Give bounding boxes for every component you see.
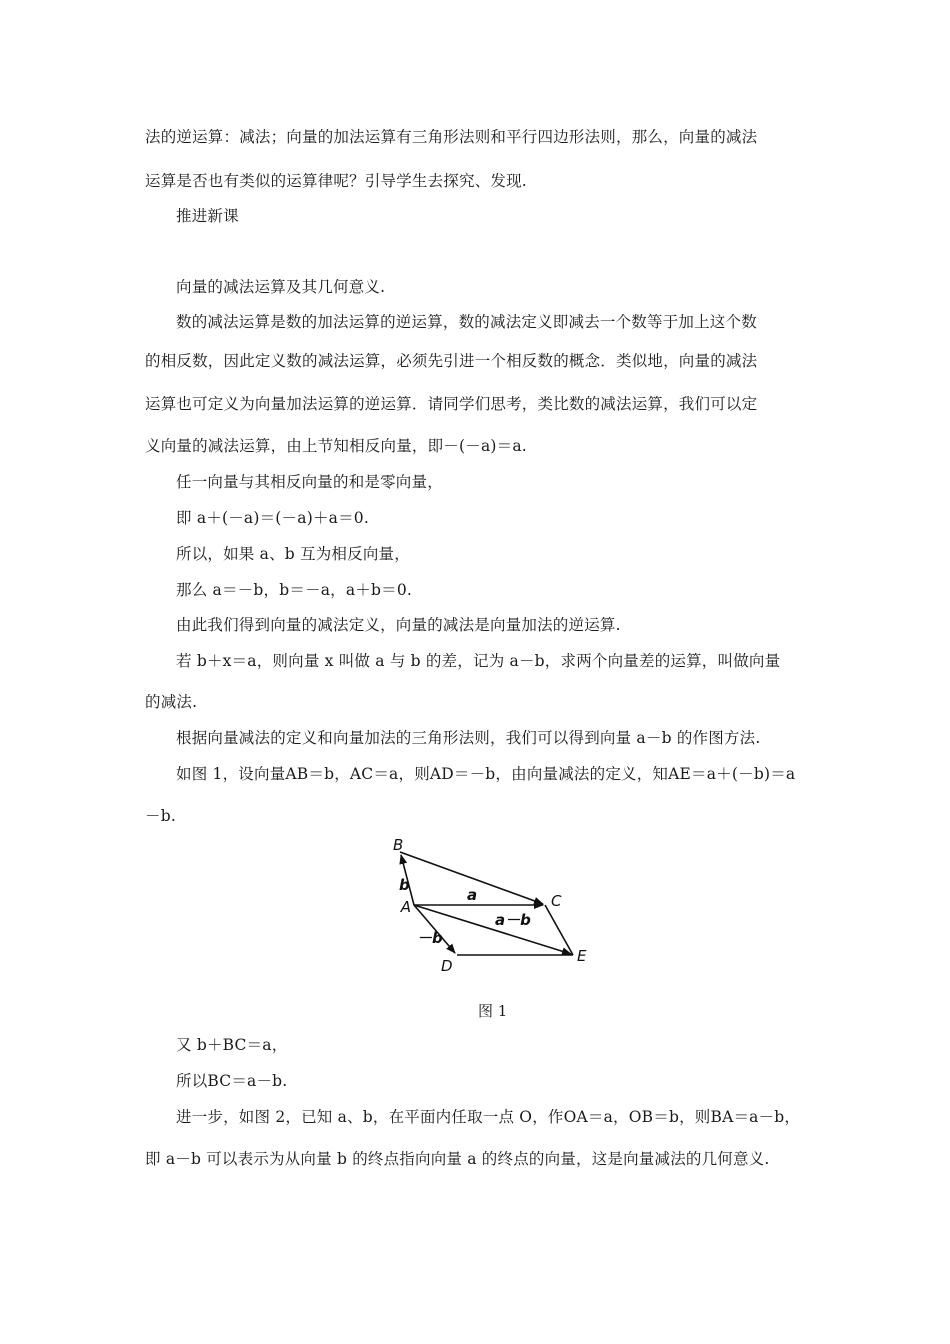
- paragraph-line: 数的减法运算是数的加法运算的逆运算，数的减法定义即减去一个数等于加上这个数: [176, 313, 757, 331]
- paragraph-line: 法的逆运算：减法；向量的加法运算有三角形法则和平行四边形法则，那么，向量的减法: [145, 128, 758, 146]
- paragraph-line: 即 a－b 可以表示为从向量 b 的终点指向向量 a 的终点的向量，这是向量减法的几何意义.: [145, 1150, 770, 1168]
- paragraph-line: 进一步，如图 2，已知 a、b，在平面内任取一点 O，作OA＝a，OB＝b，则BA＝a－b，: [176, 1108, 801, 1126]
- paragraph-line: 的相反数，因此定义数的减法运算，必须先引进一个相反数的概念．类似地，向量的减法: [145, 352, 758, 370]
- paragraph-line: 的减法.: [145, 693, 198, 711]
- paragraph-line: 运算是否也有类似的运算律呢？引导学生去探究、发现.: [145, 172, 527, 190]
- paragraph-line: －b.: [145, 807, 176, 825]
- equation-line: 又 b＋BC＝a，: [176, 1036, 288, 1054]
- paragraph-line: 所以，如果 a、b 互为相反向量，: [176, 545, 410, 563]
- vector-label-a: a: [467, 886, 478, 904]
- paragraph-line: 运算也可定义为向量加法运算的逆运算．请同学们思考，类比数的减法运算，我们可以定: [145, 395, 758, 413]
- subheading: 向量的减法运算及其几何意义.: [176, 278, 386, 296]
- paragraph-line: 如图 1，设向量AB＝b，AC＝a，则AD＝－b，由向量减法的定义，知AE＝a＋(－b)＝a: [176, 765, 796, 783]
- equation-line: 即 a＋(－a)＝(－a)＋a＝0.: [176, 509, 369, 527]
- paragraph-line: 由此我们得到向量的减法定义，向量的减法是向量加法的逆运算.: [176, 616, 621, 634]
- equation-line: 所以BC＝a－b.: [176, 1072, 288, 1090]
- vector-label-minus-b: －b: [417, 929, 443, 947]
- vector-diagram: [385, 832, 605, 977]
- vector-label-a-minus-b: a－b: [495, 911, 531, 929]
- vector-label-b: b: [399, 876, 410, 894]
- paragraph-line: 任一向量与其相反向量的和是零向量，: [176, 473, 443, 491]
- section-heading: 推进新课: [176, 207, 239, 225]
- paragraph-line: 根据向量减法的定义和向量加法的三角形法则，我们可以得到向量 a－b 的作图方法.: [176, 729, 761, 747]
- paragraph-line: 义向量的减法运算，由上节知相反向量，即－(－a)＝a.: [145, 437, 527, 455]
- point-label-E: E: [577, 947, 587, 965]
- point-label-B: B: [393, 836, 404, 854]
- point-label-C: C: [551, 892, 562, 910]
- paragraph-line: 若 b＋x＝a，则向量 x 叫做 a 与 b 的差，记为 a－b，求两个向量差的运算，叫做向量: [176, 652, 781, 670]
- point-label-A: A: [400, 898, 411, 916]
- point-label-D: D: [441, 957, 453, 975]
- equation-line: 那么 a＝－b，b＝－a，a＋b＝0.: [176, 581, 413, 599]
- figure-caption: 图 1: [478, 1002, 508, 1020]
